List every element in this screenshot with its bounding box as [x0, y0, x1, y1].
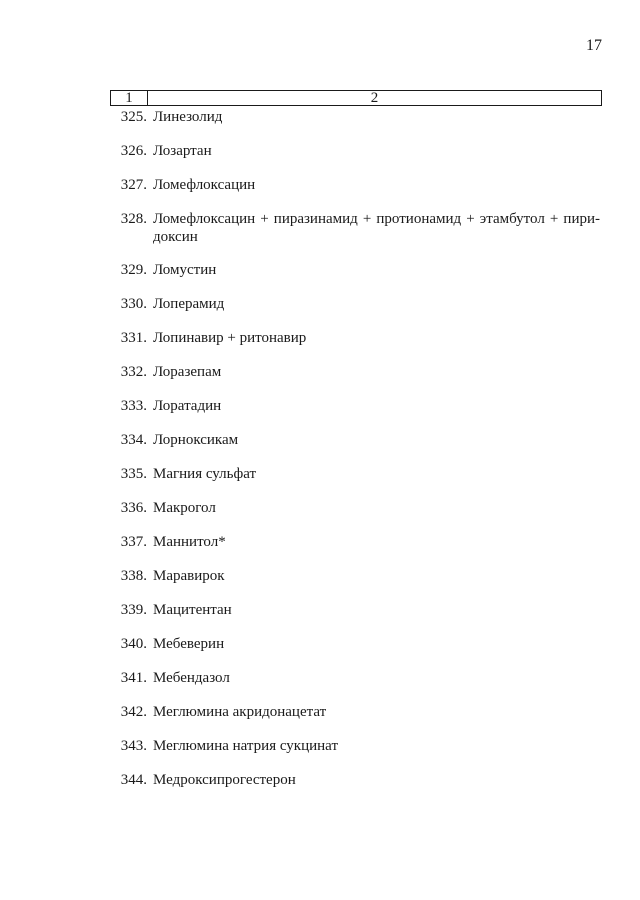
entry-number: 331. — [120, 330, 147, 346]
entry-text: Мацитентан — [153, 602, 232, 618]
entry-text: Лоперамид — [153, 296, 225, 312]
table-header-row — [110, 90, 602, 106]
entry-number: 336. — [120, 500, 147, 516]
entry-number: 337. — [120, 534, 147, 550]
entry-number: 342. — [120, 704, 147, 720]
entry-text: Магния сульфат — [153, 466, 257, 482]
entry-number: 339. — [120, 602, 147, 618]
entry-text: Маннитол* — [153, 534, 226, 550]
entry-text: Макрогол — [153, 500, 216, 516]
entry-number: 325. — [120, 109, 147, 125]
entry-number: 338. — [120, 568, 147, 584]
entry-number: 340. — [120, 636, 147, 652]
entry-number: 330. — [120, 296, 147, 312]
entry-text: Лоратадин — [153, 398, 222, 414]
entry-number: 343. — [120, 738, 147, 754]
entry-number: 326. — [120, 143, 147, 159]
entry-text: Лоразепам — [153, 364, 222, 380]
entry-text: Лозартан — [153, 143, 212, 159]
entry-text: Медроксипрогестерон — [153, 772, 296, 788]
entry-text-line-1: Ломефлоксацин + пиразинамид + протионамид + этамбутол + пири- — [153, 211, 600, 227]
entry-number: 341. — [120, 670, 147, 686]
entry-text-line-2: доксин — [153, 229, 198, 245]
entry-text: Мебендазол — [153, 670, 230, 686]
entry-number: 344. — [120, 772, 147, 788]
entry-number: 329. — [120, 262, 147, 278]
table-header-col-2: 2 — [370, 90, 379, 106]
entry-number: 334. — [120, 432, 147, 448]
entry-text: Маравирок — [153, 568, 225, 584]
entry-text: Линезолид — [153, 109, 223, 125]
entry-text: Лорноксикам — [153, 432, 239, 448]
entry-text: Меглюмина натрия сукцинат — [153, 738, 339, 754]
table-header-col-1: 1 — [111, 91, 148, 105]
entry-text: Ломефлоксацин — [153, 177, 256, 193]
entry-number: 335. — [120, 466, 147, 482]
page-number: 17 — [586, 37, 602, 54]
entry-text: Мебеверин — [153, 636, 225, 652]
entry-number: 332. — [120, 364, 147, 380]
entry-number: 333. — [120, 398, 147, 414]
entry-text: Меглюмина акридонацетат — [153, 704, 327, 720]
entry-text: Лопинавир + ритонавир — [153, 330, 307, 346]
entry-number: 327. — [120, 177, 147, 193]
entry-number: 328. — [120, 211, 147, 227]
entry-text: Ломустин — [153, 262, 217, 278]
